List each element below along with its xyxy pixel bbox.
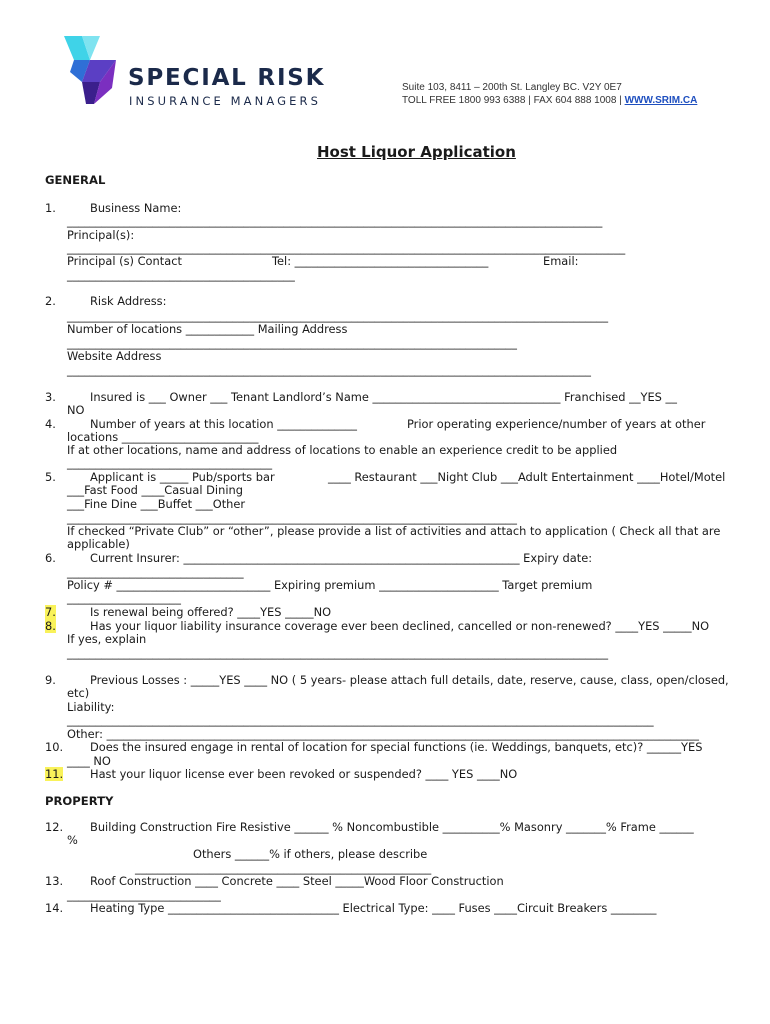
risk-address-field[interactable]: _______________________________________________________________________________________________ bbox=[67, 309, 609, 323]
applicant-other-field[interactable]: _______________________________________________________________________________ bbox=[67, 511, 517, 525]
tel-field[interactable]: Tel: __________________________________ bbox=[272, 254, 489, 268]
current-insurer-line[interactable]: Current Insurer: ___________________________________________________________ Expiry date: bbox=[90, 551, 593, 565]
item-number-12: 12. bbox=[45, 820, 64, 834]
item-number-9: 9. bbox=[45, 673, 56, 687]
other-locations-field[interactable]: ____________________________________ bbox=[67, 456, 273, 470]
company-logo bbox=[60, 32, 120, 108]
coverage-declined-question[interactable]: Has your liquor liability insurance coverage ever been declined, cancelled or non-renewed? ____YES _____NO bbox=[90, 619, 710, 633]
roof-construction-line[interactable]: Roof Construction ____ Concrete ____ Steel _____Wood Floor Construction bbox=[90, 874, 504, 888]
contact-numbers: TOLL FREE 1800 993 6388 | FAX 604 888 1008 | bbox=[402, 95, 625, 106]
rental-question[interactable]: Does the insured engage in rental of location for special functions (ie. Weddings, banquets, etc)? ______YES bbox=[90, 740, 703, 754]
section-heading-property: PROPERTY bbox=[45, 794, 114, 808]
item-number-7: 7. bbox=[45, 605, 56, 619]
brand-name: SPECIAL RISK bbox=[128, 65, 326, 91]
applicant-type-row2[interactable]: ___Fast Food ____Casual Dining bbox=[67, 483, 243, 497]
website-link[interactable]: WWW.SRIM.CA bbox=[624, 95, 698, 106]
company-address: Suite 103, 8411 – 200th St. Langley BC. V2Y 0E7 bbox=[402, 82, 622, 93]
principal-contact-label: Principal (s) Contact bbox=[67, 254, 182, 268]
target-premium-field[interactable]: ____________________ bbox=[67, 591, 181, 605]
item-number-2: 2. bbox=[45, 294, 56, 308]
building-construction-line[interactable]: Building Construction Fire Resistive ______ % Noncombustible __________% Masonry _______% Frame ______ bbox=[90, 820, 694, 834]
license-revoked-question[interactable]: Hast your liquor license ever been revoked or suspended? ____ YES ____NO bbox=[90, 767, 518, 781]
liability-label: Liability: bbox=[67, 700, 115, 714]
prior-locations-field[interactable]: locations ________________________ bbox=[67, 430, 259, 444]
contact-field[interactable]: ________________________________________ bbox=[67, 268, 295, 282]
other-locations-label: If at other locations, name and address of locations to enable an experience credit to be applied bbox=[67, 443, 618, 457]
page-title: Host Liquor Application bbox=[317, 143, 516, 161]
if-yes-explain-label: If yes, explain bbox=[67, 632, 147, 646]
private-club-note-cont: applicable) bbox=[67, 537, 130, 551]
item-number-10: 10. bbox=[45, 740, 64, 754]
private-club-note: If checked “Private Club” or “other”, please provide a list of activities and attach to application ( Check all that are bbox=[67, 524, 721, 538]
liability-field[interactable]: _______________________________________________________________________________________________________ bbox=[67, 713, 654, 727]
years-at-location[interactable]: Number of years at this location ______________ bbox=[90, 417, 357, 431]
item-number-11: 11. bbox=[45, 767, 64, 781]
prior-experience-label: Prior operating experience/number of years at other bbox=[407, 417, 706, 431]
expiry-date-field[interactable]: _______________________________ bbox=[67, 565, 244, 579]
rental-no[interactable]: ____ NO bbox=[67, 754, 111, 768]
policy-premium-line[interactable]: Policy # ___________________________ Expiring premium _____________________ Target premium bbox=[67, 578, 593, 592]
company-contact bbox=[402, 94, 697, 107]
renewal-offered-question[interactable]: Is renewal being offered? ____YES _____NO bbox=[90, 605, 332, 619]
locations-mailing-line[interactable]: Number of locations ____________ Mailing Address bbox=[67, 322, 348, 336]
franchised-no[interactable]: NO bbox=[67, 403, 85, 417]
item-number-8: 8. bbox=[45, 619, 56, 633]
explain-field[interactable]: _______________________________________________________________________________________________ bbox=[67, 646, 609, 660]
heating-electrical-line[interactable]: Heating Type ______________________________ Electrical Type: ____ Fuses ____Circuit Breakers ________ bbox=[90, 901, 657, 915]
risk-address-label: Risk Address: bbox=[90, 294, 167, 308]
item-number-13: 13. bbox=[45, 874, 64, 888]
previous-losses-question[interactable]: Previous Losses : _____YES ____ NO ( 5 years- please attach full details, date, reserve, cause, class, open/closed, bbox=[90, 673, 729, 687]
mailing-address-field[interactable]: _______________________________________________________________________________ bbox=[67, 336, 517, 350]
logo-mark-icon bbox=[60, 32, 120, 108]
website-address-label: Website Address bbox=[67, 349, 162, 363]
item-number-6: 6. bbox=[45, 551, 56, 565]
principals-label: Principal(s): bbox=[67, 228, 135, 242]
item-number-1: 1. bbox=[45, 201, 56, 215]
previous-losses-cont: etc) bbox=[67, 686, 90, 700]
item-number-5: 5. bbox=[45, 470, 56, 484]
brand-subtitle: INSURANCE MANAGERS bbox=[129, 94, 321, 108]
item-number-4: 4. bbox=[45, 417, 56, 431]
applicant-type-line[interactable]: Applicant is _____ Pub/sports bar bbox=[90, 470, 275, 484]
email-label: Email: bbox=[543, 254, 579, 268]
business-name-field[interactable]: ______________________________________________________________________________________________ bbox=[67, 214, 603, 228]
item-number-3: 3. bbox=[45, 390, 56, 404]
section-heading-general: GENERAL bbox=[45, 173, 106, 187]
others-describe-field[interactable]: ____________________________________________________ bbox=[135, 861, 432, 875]
other-field[interactable]: Other: ________________________________________________________________________________________________________ bbox=[67, 727, 699, 741]
business-name-label: Business Name: bbox=[90, 201, 182, 215]
building-construction-pct: % bbox=[67, 833, 78, 847]
website-address-field[interactable]: ____________________________________________________________________________________________ bbox=[67, 363, 591, 377]
applicant-type-options[interactable]: ____ Restaurant ___Night Club ___Adult Entertainment ____Hotel/Motel bbox=[328, 470, 726, 484]
floor-construction-field[interactable]: ___________________________ bbox=[67, 888, 221, 902]
insured-is-line[interactable]: Insured is ___ Owner ___ Tenant Landlord’s Name _________________________________ Franchised __YES __ bbox=[90, 390, 677, 404]
item-number-14: 14. bbox=[45, 901, 64, 915]
principals-field[interactable]: __________________________________________________________________________________________________ bbox=[67, 241, 626, 255]
applicant-type-row3[interactable]: ___Fine Dine ___Buffet ___Other bbox=[67, 497, 246, 511]
others-describe-line[interactable]: Others ______% if others, please describe bbox=[193, 847, 428, 861]
